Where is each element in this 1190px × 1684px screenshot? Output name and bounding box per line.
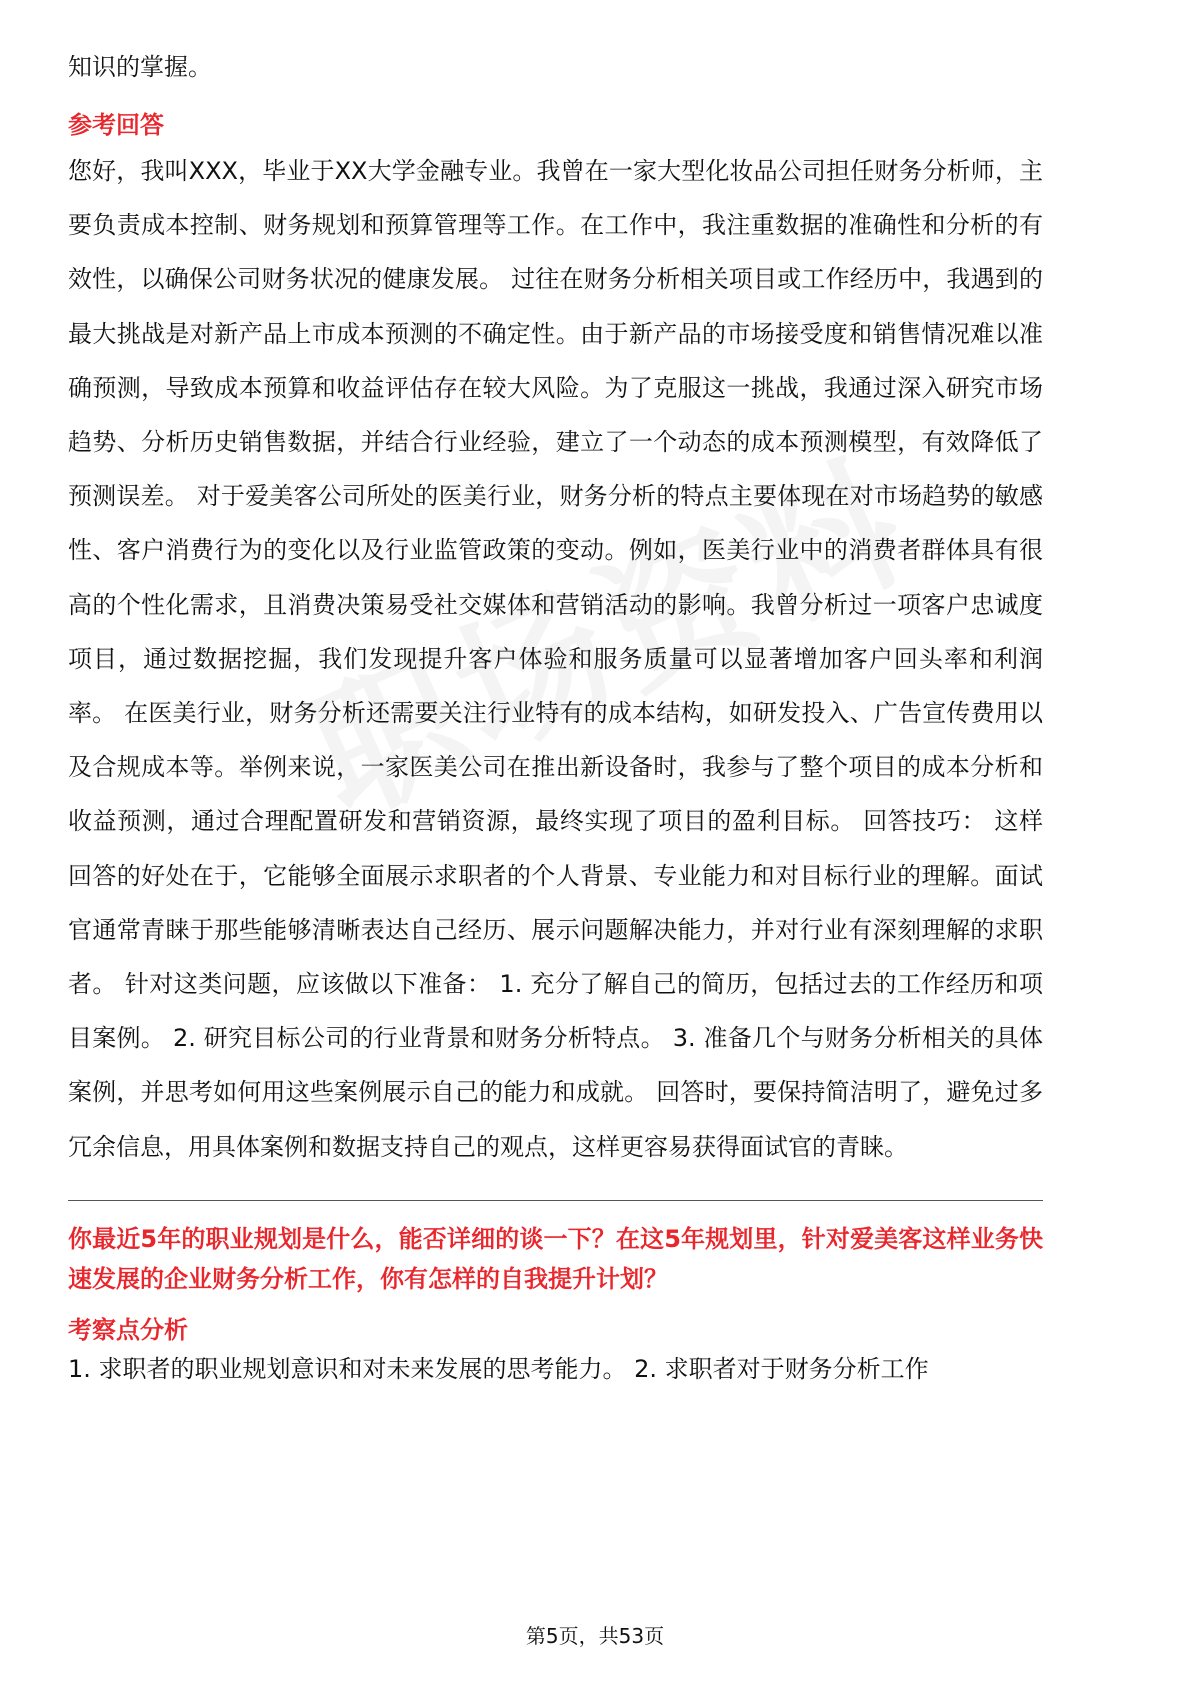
page-indicator: 第5页，共53页 bbox=[525, 1624, 665, 1648]
answer-body: 您好，我叫XXX，毕业于XX大学金融专业。我曾在一家大型化妆品公司担任财务分析师，主要负责成本控制、财务规划和预算管理等工作。在工作中，我注重数据的准确性和分析的有效性，以确保公司财务状况的健康发展。 过往在财务分析相关项目或工作经历中，我遇到的最大挑战是对新产品上市成本预测的不确定性。由于新产品的市场接受度和销售情况难以准确预测，导致成本预算和收益评估存在较大风险。为了克服这一挑战，我通过深入研究市场趋势、分析历史销售数据，并结合行业经验，建立了一个动态的成本预测模型，有效降低了预测误差。 对于爱美客公司所处的医美行业，财务分析的特点主要体现在对市场趋势的敏感性、客户消费行为的变化以及行业监管政策的变动。例如，医美行业中的消费者群体具有很高的个性化需求，且消费决策易受社交媒体和营销活动的影响。我曾分析过一项客户忠诚度项目，通过数据挖掘，我们发现提升客户体验和服务质量可以显著增加客户回头率和利润率。 在医美行业，财务分析还需要关注行业特有的成本结构，如研发投入、广告宣传费用以及合规成本等。举例来说，一家医美公司在推出新设备时，我参与了整个项目的成本分析和收益预测，通过合理配置研发和营销资源，最终实现了项目的盈利目标。 回答技巧： 这样回答的好处在于，它能够全面展示求职者的个人背景、专业能力和对目标行业的理解。面试官通常青睐于那些能够清晰表达自己经历、展示问题解决能力，并对行业有深刻理解的求职者。 针对这类问题，应该做以下准备： 1. 充分了解自己的简历，包括过去的工作经历和项目案例。 2. 研究目标公司的行业背景和财务分析特点。 3. 准备几个与财务分析相关的具体案例，并思考如何用这些案例展示自己的能力和成就。 回答时，要保持简洁明了，避免过多冗余信息，用具体案例和数据支持自己的观点，这样更容易获得面试官的青睐。 bbox=[68, 157, 1043, 1161]
answer-section-label: 参考回答 bbox=[68, 111, 164, 139]
section-divider bbox=[68, 1200, 1043, 1201]
analysis-text: 1. 求职者的职业规划意识和对未来发展的思考能力。 2. 求职者对于财务分析工作 bbox=[68, 1354, 929, 1383]
analysis-section-label: 考察点分析 bbox=[68, 1315, 188, 1344]
continuation-text: 知识的掌握。 bbox=[68, 53, 212, 81]
question-text: 你最近5年的职业规划是什么，能否详细的谈一下？在这5年规划里，针对爱美客这样业务快速发展的企业财务分析工作，你有怎样的自我提升计划？ bbox=[68, 1224, 1043, 1293]
document-page bbox=[68, 40, 1043, 1389]
